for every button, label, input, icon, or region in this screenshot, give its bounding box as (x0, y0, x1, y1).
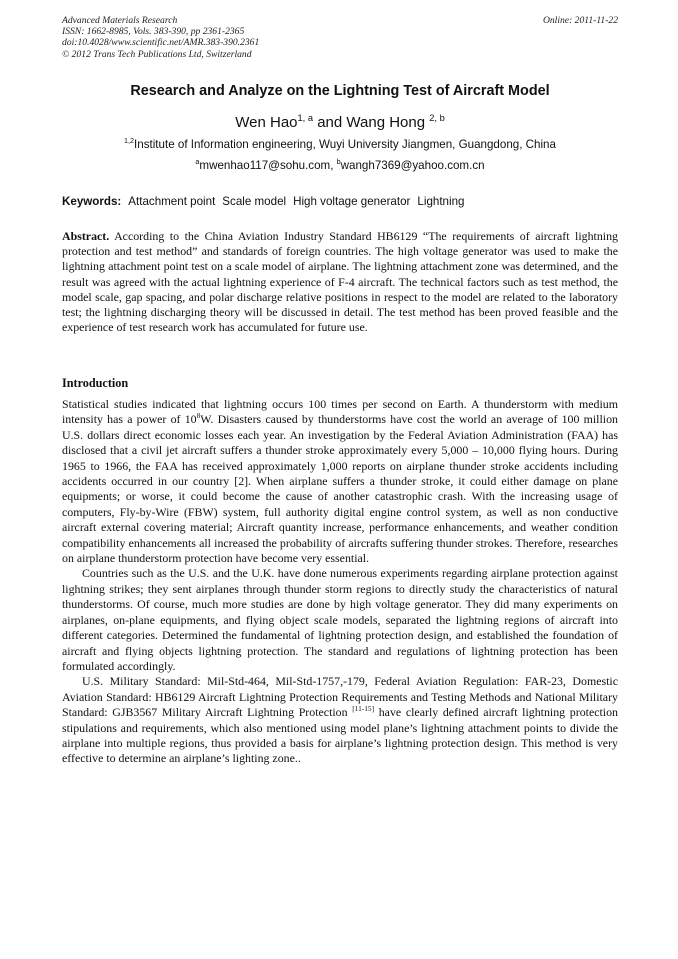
paragraph-2: Countries such as the U.S. and the U.K. have done numerous experiments regarding airplane protection against lightning strikes; they sent airplanes through thunder storm regions to directly study the characteristics of natural thunderstorms. Of course, much more studies are done by high voltage generator. They did many experiments on airplanes, on-plane equipments, and flying object scale models, separated the lightning regions of aircraft into different categories. Determined the fundamental of lightning protection design, and established the foundation of aircraft and flying objects lightning protection. The standard and regulations of lightning protection has been formulated accordingly. (62, 566, 618, 673)
paragraph-text: Statistical studies indicated that lightning occurs 100 times per second on Earth. A thunderstorm with medium intensity has a power of 10 (62, 397, 618, 427)
paper-title: Research and Analyze on the Lightning Test of Aircraft Model (130, 83, 550, 99)
email-a[interactable]: mwenhao117@sohu.com, (199, 159, 337, 172)
author-2: Wang Hong (346, 114, 426, 131)
introduction-body (62, 397, 618, 767)
keywords-line (62, 194, 618, 210)
email-b[interactable]: wangh7369@yahoo.com.cn (340, 159, 485, 172)
paragraph-text: W. Disasters caused by thunderstorms have cost the world an average of 100 million U.S. dollars direct economic losses each year. An investigation by the Federal Aviation Administration (FAA) has disclosed that a civil jet aircraft suffers a thunder stroke approximately every 5,000 – 10,000 flying hours. During 1965 to 1966, the FAA has received approximately 1,000 reports on airplane thunder stroke accidents including accidents occurred in our country [2]. When airplane suffers a thunder stroke, it could either damage on plane equipments; or worse, it could become the cause of another catastrophic crash. With the increasing usage of computers, Fly-by-Wire (FBW) system, full authority digital engine control system, as well as non conductive aircraft external covering material; Aircraft quantity increase, performance enhancements, and weather condition compatibility enhancements all increased the probability of aircrafts suffering thunder strokes. Therefore, researches on airplane thunderstorm protection have become very essential. (62, 412, 618, 566)
keyword: Attachment point (128, 195, 216, 208)
author-line (62, 113, 618, 133)
email-a-marker: a (195, 157, 200, 167)
abstract-label: Abstract. (62, 229, 110, 243)
abstract-text: According to the China Aviation Industry Standard HB6129 “The requirements of aircraft lightning protection and test method” and standards of foreign countries. The high voltage generator was used to make the lightning attachment point test on a scale model of airplane. The lightning attachment zone was determined, and the result was agreed with the actual lightning experience of F-4 aircraft. The technical factors such as test method, the model scale, gap spacing, and polar discharge relative positions in respect to the model are related to the laboratory test; the lightning discharging theory will be discussed in detail. The test method has been proved feasible and the experience of test research work has accumulated for future use. (62, 229, 618, 335)
affiliation (62, 137, 618, 153)
exponent: 8 (196, 411, 201, 421)
keywords-label: Keywords: (62, 195, 122, 208)
keyword: High voltage generator (293, 195, 411, 208)
copyright-line: © 2012 Trans Tech Publications Ltd, Switzerland (62, 48, 252, 60)
paragraph-text: U.S. Military Standard: Mil-Std-464, Mil-Std-1757,-179, Federal Aviation Regulation: FAR-23, Domestic Aviation Standard: HB6129 Aircraft Lightning Protection Requirements and Testing Methods and National Military Standard: GJB3567 Military Aircraft Lightning Protection (62, 674, 618, 720)
author-1-affil-marker: 1, a (297, 113, 314, 123)
section-heading-introduction: Introduction (62, 376, 129, 390)
journal-header (62, 15, 618, 60)
author-conjunction: and (313, 114, 347, 131)
keyword: Scale model (222, 195, 287, 208)
affiliation-text: Institute of Information engineering, Wuyi University Jiangmen, Guangdong, China (134, 138, 556, 151)
journal-name: Advanced Materials Research (62, 15, 178, 26)
author-2-affil-marker: 2, b (429, 113, 445, 123)
doi-line: doi:10.4028/www.scientific.net/AMR.383-390.2361 (62, 37, 260, 49)
citation: [11-15] (352, 704, 375, 714)
keyword: Lightning (417, 195, 465, 208)
paragraph-text: have clearly defined aircraft lightning protection stipulations and requirements, which also mentioned using model plane’s lightning attachment points to divide the airplane into multiple regions, thus provided a basis for airplane’s lightning protection design. This method is very effective to determine an airplane’s lighting zone.. (62, 705, 618, 766)
author-1: Wen Hao (235, 114, 298, 131)
paragraph-3 (62, 674, 618, 766)
affiliation-marker: 1,2 (124, 136, 135, 146)
email-b-marker: b (336, 157, 341, 167)
email-line (62, 158, 618, 174)
abstract (62, 229, 618, 335)
issn-line: ISSN: 1662-8985, Vols. 383-390, pp 2361-2365 (62, 26, 245, 38)
paragraph-1 (62, 397, 618, 566)
online-date: Online: 2011-11-22 (542, 15, 618, 26)
